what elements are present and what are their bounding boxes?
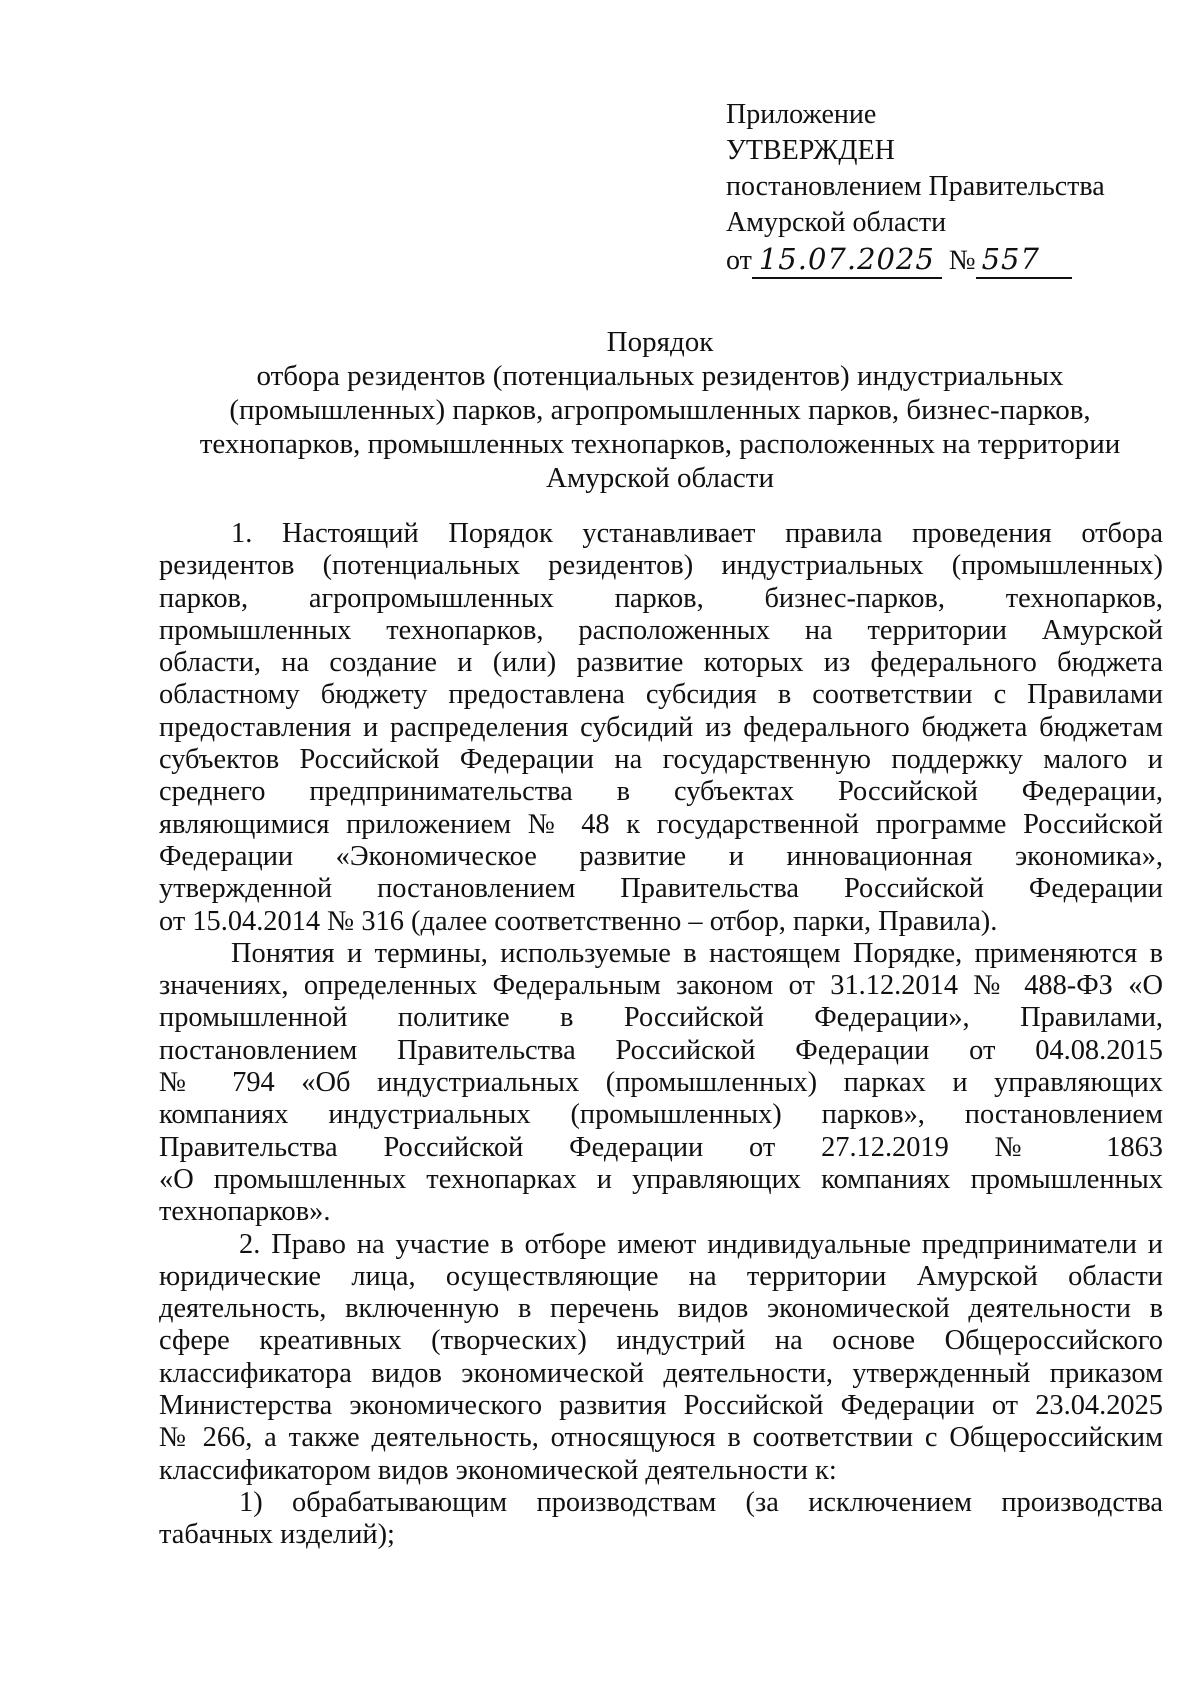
body-line-17: постановлением Правительства Российской Федерации от 04.08.2015 xyxy=(159,1034,1163,1066)
title-line-5: Амурской области xyxy=(546,462,774,494)
handwritten-number: 557 xyxy=(976,241,1072,279)
document-title xyxy=(155,325,1165,495)
date-prefix: от xyxy=(726,245,752,276)
body-line-1: 1. Настоящий Порядок устанавливает правила проведения отбора xyxy=(231,518,1163,549)
body-line-15: значениях, определенных Федеральным законом от 31.12.2014 № 488-ФЗ «О xyxy=(159,970,1163,1002)
body-line-29: № 266, а также деятельность, относящуюся в соответствии с Общероссийским xyxy=(159,1422,1163,1454)
approval-block xyxy=(726,97,1105,279)
body-line-25: деятельность, включенную в перечень видов экономической деятельности в xyxy=(159,1293,1163,1325)
body-line-30: классификатором видов экономической деятельности к: xyxy=(159,1454,837,1486)
body-line-20: Правительства Российской Федерации от 27.12.2019 № 1863 xyxy=(159,1131,1163,1163)
body-line-18: № 794 «Об индустриальных (промышленных) парках и управляющих xyxy=(159,1067,1163,1099)
body-line-13: от 15.04.2014 № 316 (далее соответственно – отбор, парки, Правила). xyxy=(159,905,998,937)
body-line-31: 1) обрабатывающим производствам (за исключением производства xyxy=(239,1486,1163,1518)
body-line-22: технопарков». xyxy=(159,1196,331,1228)
approval-region-label: Амурской области xyxy=(726,207,947,238)
title-line-1: Порядок xyxy=(606,326,714,358)
body-line-16: промышленной политике в Российской Федерации», Правилами, xyxy=(159,1002,1163,1034)
body-line-26: сфере креативных (творческих) индустрий на основе Общероссийского xyxy=(159,1325,1163,1357)
body-line-23: 2. Право на участие в отборе имеют индивидуальные предприниматели и xyxy=(239,1228,1163,1260)
handwritten-date: 15.07.2025 xyxy=(752,241,942,279)
body-line-4: промышленных технопарков, расположенных на территории Амурской xyxy=(159,614,1163,646)
approval-approved-label: УТВЕРЖДЕН xyxy=(726,135,895,166)
body-line-24: юридические лица, осуществляющие на территории Амурской области xyxy=(159,1260,1163,1292)
body-line-7: предоставления и распределения субсидий из федерального бюджета бюджетам xyxy=(159,711,1163,743)
document-body xyxy=(159,518,1163,1552)
body-line-3: парков, агропромышленных парков, бизнес-парков, технопарков, xyxy=(159,582,1163,614)
body-line-2: резидентов (потенциальных резидентов) индустриальных (промышленных) xyxy=(159,550,1163,582)
body-line-9: среднего предпринимательства в субъектах Российской Федерации, xyxy=(159,776,1163,808)
title-line-4: технопарков, промышленных технопарков, расположенных на территории xyxy=(199,428,1121,460)
body-line-28: Министерства экономического развития Российской Федерации от 23.04.2025 xyxy=(159,1390,1163,1422)
number-prefix: № xyxy=(948,245,976,276)
body-line-27: классификатора видов экономической деятельности, утвержденный приказом xyxy=(159,1357,1163,1389)
approval-appendix-label: Приложение xyxy=(726,99,877,130)
approval-resolution-label: постановлением Правительства xyxy=(726,171,1105,202)
body-line-6: областному бюджету предоставлена субсидия в соответствии с Правилами xyxy=(159,679,1163,711)
body-line-12: утвержденной постановлением Правительства Российской Федерации xyxy=(159,873,1163,905)
title-line-3: (промышленных) парков, агропромышленных парков, бизнес-парков, xyxy=(229,394,1091,426)
body-line-5: области, на создание и (или) развитие которых из федерального бюджета xyxy=(159,647,1163,679)
body-line-14: Понятия и термины, используемые в настоящем Порядке, применяются в xyxy=(231,937,1163,969)
approval-date-number-row xyxy=(726,241,1105,279)
body-line-32: табачных изделий); xyxy=(159,1519,395,1551)
body-line-21: «О промышленных технопарках и управляющих компаниях промышленных xyxy=(159,1163,1163,1195)
body-line-10: являющимися приложением № 48 к государственной программе Российской xyxy=(159,808,1163,840)
body-line-8: субъектов Российской Федерации на государственную поддержку малого и xyxy=(159,744,1163,776)
body-line-11: Федерации «Экономическое развитие и инновационная экономика», xyxy=(159,840,1163,872)
body-line-19: компаниях индустриальных (промышленных) парков», постановлением xyxy=(159,1099,1163,1131)
title-line-2: отбора резидентов (потенциальных резидентов) индустриальных xyxy=(256,360,1064,392)
